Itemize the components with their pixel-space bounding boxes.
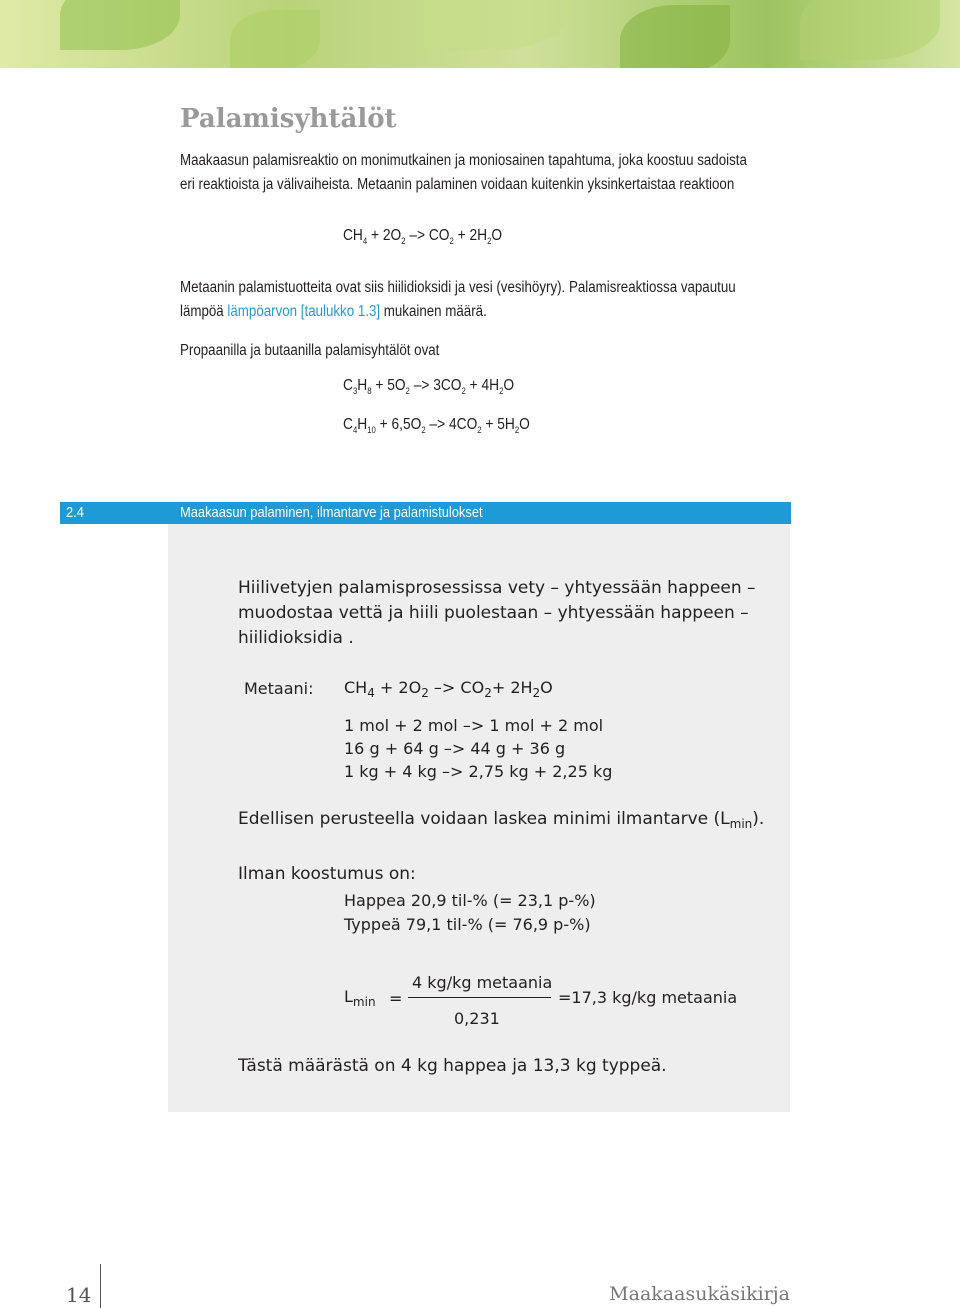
page-number: 14 bbox=[66, 1283, 92, 1307]
kg-line: 1 kg + 4 kg –> 2,75 kg + 2,25 kg bbox=[344, 762, 613, 781]
tasta-text: Tästä määrästä on 4 kg happea ja 13,3 kg typpeä. bbox=[238, 1056, 667, 1076]
fraction-result: =17,3 kg/kg metaania bbox=[558, 988, 738, 1007]
methane-equation: $CH_4 + 2O_2 -> CO_2 + 2H_2O$ bbox=[343, 227, 503, 246]
mol-line: 1 mol + 2 mol –> 1 mol + 2 mol bbox=[344, 716, 604, 735]
page-title: Palamisyhtälöt bbox=[180, 104, 397, 134]
box-text-line-1: Hiilivetyjen palamisprosessissa vety – yhtyessään happeen – bbox=[238, 578, 756, 598]
section-number: 2.4 bbox=[66, 504, 84, 521]
happea-line: Happea 20,9 til-% (= 23,1 p-%) bbox=[344, 891, 596, 910]
lmin-symbol: $L_{min}$ bbox=[344, 987, 376, 1009]
info-box bbox=[168, 524, 790, 1112]
heating-value-link[interactable]: lämpöarvon [taulukko 1.3] bbox=[227, 303, 381, 320]
ilman-koostumus: Ilman koostumus on: bbox=[238, 864, 416, 884]
typpea-line: Typpeä 79,1 til-% (= 76,9 p-%) bbox=[344, 915, 591, 934]
metaani-label: Metaani: bbox=[244, 679, 314, 698]
intro-line-2: eri reaktioista ja välivaiheista. Metaanin palaminen voidaan kuitenkin yksinkertaistaa reaktioon bbox=[180, 176, 735, 193]
fraction-denominator: 0,231 bbox=[454, 1009, 500, 1028]
para3: Propaanilla ja butaanilla palamisyhtälöt ovat bbox=[180, 342, 440, 359]
gram-line: 16 g + 64 g –> 44 g + 36 g bbox=[344, 739, 566, 758]
edellisen-text: Edellisen perusteella voidaan laskea minimi ilmantarve $(L_{min})$. bbox=[238, 809, 765, 831]
header-banner bbox=[0, 0, 960, 68]
lmin-equals: = bbox=[389, 989, 403, 1008]
intro-line-1: Maakaasun palamisreaktio on monimutkainen ja moniosainen tapahtuma, joka koostuu sadoista bbox=[180, 152, 747, 169]
book-name: Maakaasukäsikirja bbox=[609, 1283, 790, 1305]
para2-line-1: Metaanin palamistuotteita ovat siis hiilidioksidi ja vesi (vesihöyry). Palamisreaktiossa vapautuu bbox=[180, 279, 736, 296]
para2-line-2: lämpöä lämpöarvon [taulukko 1.3] mukainen määrä. bbox=[180, 303, 487, 320]
propane-equation: $C_3H_8 + 5O_2 -> 3CO_2 + 4H_2O$ bbox=[343, 377, 515, 396]
fraction-numerator: 4 kg/kg metaania bbox=[412, 973, 553, 992]
box-text-line-3: hiilidioksidia . bbox=[238, 628, 354, 648]
fraction-line bbox=[408, 997, 551, 998]
section-title: Maakaasun palaminen, ilmantarve ja palamistulokset bbox=[180, 504, 483, 521]
section-header bbox=[60, 502, 791, 524]
box-text-line-2: muodostaa vettä ja hiili puolestaan – yhtyessään happeen – bbox=[238, 603, 749, 623]
metaani-equation: $CH_4 + 2O_2 -> CO_2+ 2H_2O$ bbox=[344, 678, 553, 700]
butane-equation: $C_4H_{10} + 6,5O_2 -> 4CO_2 + 5H_2O$ bbox=[343, 416, 530, 435]
footer-divider bbox=[100, 1264, 101, 1308]
